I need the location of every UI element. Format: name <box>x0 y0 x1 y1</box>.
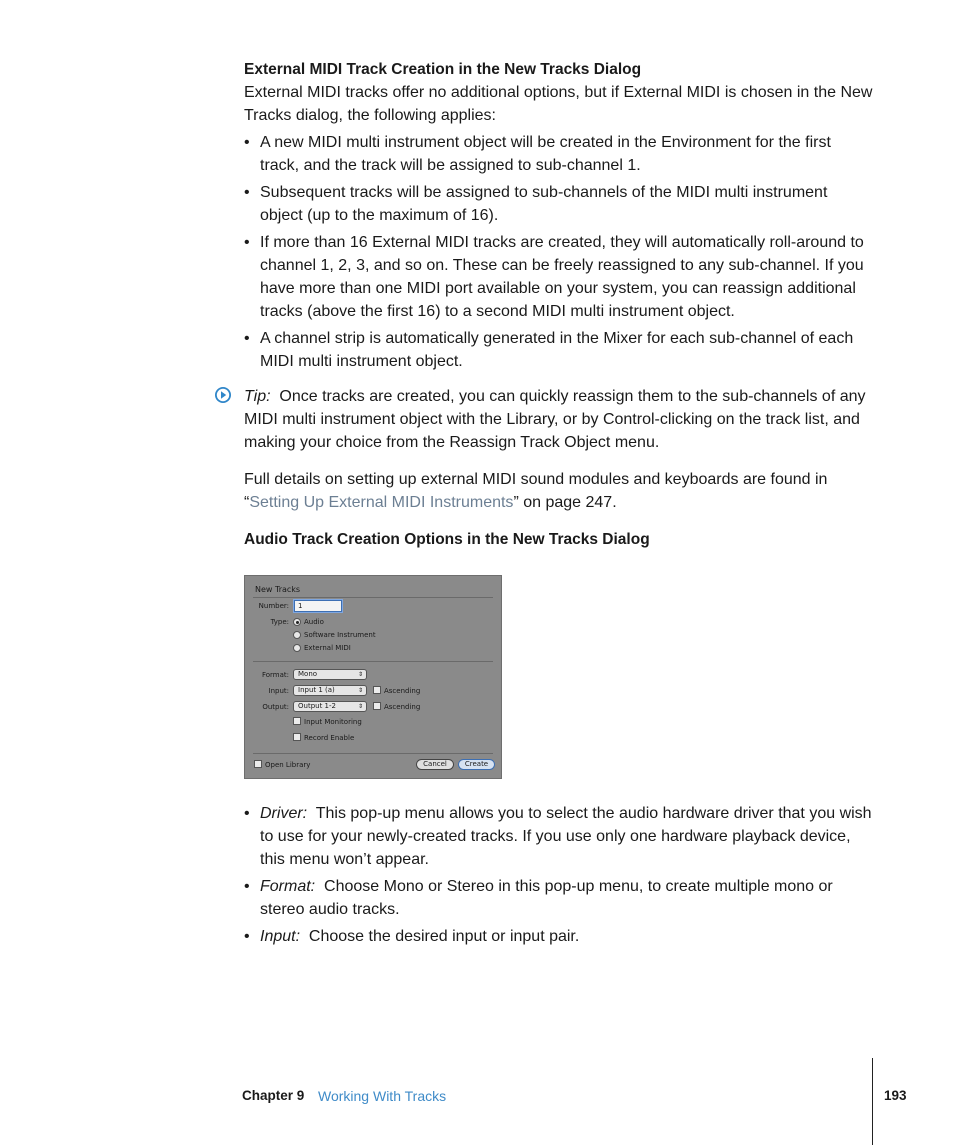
dialog-title: New Tracks <box>255 585 301 594</box>
record-enable-label: Record Enable <box>304 734 355 742</box>
radio-external-midi-label: External MIDI <box>304 644 351 652</box>
radio-audio-label: Audio <box>304 618 324 626</box>
create-button[interactable]: Create <box>458 759 495 770</box>
input-label: Input: <box>268 687 289 695</box>
tip-block <box>244 385 874 454</box>
details-text-end: ” on page 247. <box>513 494 617 511</box>
record-enable-checkbox[interactable] <box>293 733 301 741</box>
new-tracks-dialog-screenshot <box>244 575 502 779</box>
open-library-label: Open Library <box>265 761 311 769</box>
option-term: Format: <box>260 878 316 895</box>
section-heading: Audio Track Creation Options in the New Tracks Dialog <box>244 531 650 548</box>
input-ascending-checkbox[interactable] <box>373 686 381 694</box>
output-select[interactable] <box>293 701 367 712</box>
details-paragraph <box>244 468 874 514</box>
ascending-label: Ascending <box>384 703 421 711</box>
format-label: Format: <box>261 671 289 679</box>
input-monitoring-checkbox[interactable] <box>293 717 301 725</box>
option-text: Choose Mono or Stereo in this pop-up menu, to create multiple mono or stereo audio tracks. <box>260 878 833 918</box>
list-item: • A channel strip is automatically generated in the Mixer for each sub-channel of each MIDI multi instrument object. <box>244 327 874 373</box>
bullet-list <box>244 802 874 948</box>
radio-audio[interactable] <box>293 618 301 626</box>
list-item <box>244 802 874 871</box>
arrow-circle-icon <box>214 386 232 404</box>
option-term: Driver: <box>260 805 308 822</box>
radio-external-midi[interactable] <box>293 644 301 652</box>
section-external-midi <box>244 58 874 377</box>
list-item <box>244 925 874 948</box>
number-label: Number: <box>258 602 289 610</box>
radio-software-instrument[interactable] <box>293 631 301 639</box>
divider <box>253 753 493 754</box>
list-item: • Subsequent tracks will be assigned to sub-channels of the MIDI multi instrument object (up to the maximum of 16). <box>244 181 874 227</box>
list-item <box>244 875 874 921</box>
section-heading: External MIDI Track Creation in the New Tracks Dialog <box>244 61 642 78</box>
input-value: Input 1 (a) <box>298 686 335 694</box>
ascending-label: Ascending <box>384 687 421 695</box>
cancel-button[interactable]: Cancel <box>416 759 454 770</box>
format-value: Mono <box>298 670 318 678</box>
open-library-checkbox[interactable] <box>254 760 262 768</box>
section-audio-track <box>244 528 874 551</box>
cross-reference-link[interactable]: Setting Up External MIDI Instruments <box>249 494 514 511</box>
format-select[interactable] <box>293 669 367 680</box>
audio-options-list <box>244 802 874 952</box>
footer-chapter-title[interactable]: Working With Tracks <box>318 1088 447 1104</box>
divider <box>253 661 493 662</box>
output-value: Output 1-2 <box>298 702 336 710</box>
tip-text: Once tracks are created, you can quickly reassign them to the sub-channels of any MIDI multi instrument object with the Library, or by Control-clicking on the track list, and making your choice from the Reassign Track Object menu. <box>244 388 866 451</box>
divider <box>253 597 493 598</box>
updown-arrows-icon: ⇕ <box>357 687 363 694</box>
output-label: Output: <box>262 703 289 711</box>
details-text: Full details on setting up external MIDI sound modules and keyboards are found in “ <box>244 471 828 511</box>
footer-chapter: Chapter 9 <box>242 1088 305 1103</box>
tip-label: Tip: <box>244 388 271 405</box>
list-item: • If more than 16 External MIDI tracks are created, they will automatically roll-around to channel 1, 2, 3, and so on. These can be freely reassigned to any sub-channel. If you have more than one MIDI port available on your system, you can reassign additional tracks (above the first 16) to a second MIDI multi instrument object. <box>244 231 874 323</box>
option-text: This pop-up menu allows you to select the audio hardware driver that you wish to use for your newly-created tracks. If you use only one hardware playback device, this menu won’t appear. <box>260 805 872 868</box>
number-input[interactable] <box>294 600 342 612</box>
bullet-list <box>244 131 874 373</box>
option-term: Input: <box>260 928 301 945</box>
footer-divider <box>872 1058 873 1145</box>
input-monitoring-label: Input Monitoring <box>304 718 362 726</box>
radio-software-instrument-label: Software Instrument <box>304 631 376 639</box>
output-ascending-checkbox[interactable] <box>373 702 381 710</box>
updown-arrows-icon: ⇕ <box>357 703 363 710</box>
updown-arrows-icon: ⇕ <box>357 671 363 678</box>
page-number: 193 <box>884 1088 907 1103</box>
option-text: Choose the desired input or input pair. <box>308 928 580 945</box>
input-select[interactable] <box>293 685 367 696</box>
section-intro: External MIDI tracks offer no additional options, but if External MIDI is chosen in the New Tracks dialog, the following applies: <box>244 84 873 124</box>
list-item: • A new MIDI multi instrument object will be created in the Environment for the first track, and the track will be assigned to sub-channel 1. <box>244 131 874 177</box>
type-label: Type: <box>270 618 289 626</box>
number-value: 1 <box>298 602 303 610</box>
